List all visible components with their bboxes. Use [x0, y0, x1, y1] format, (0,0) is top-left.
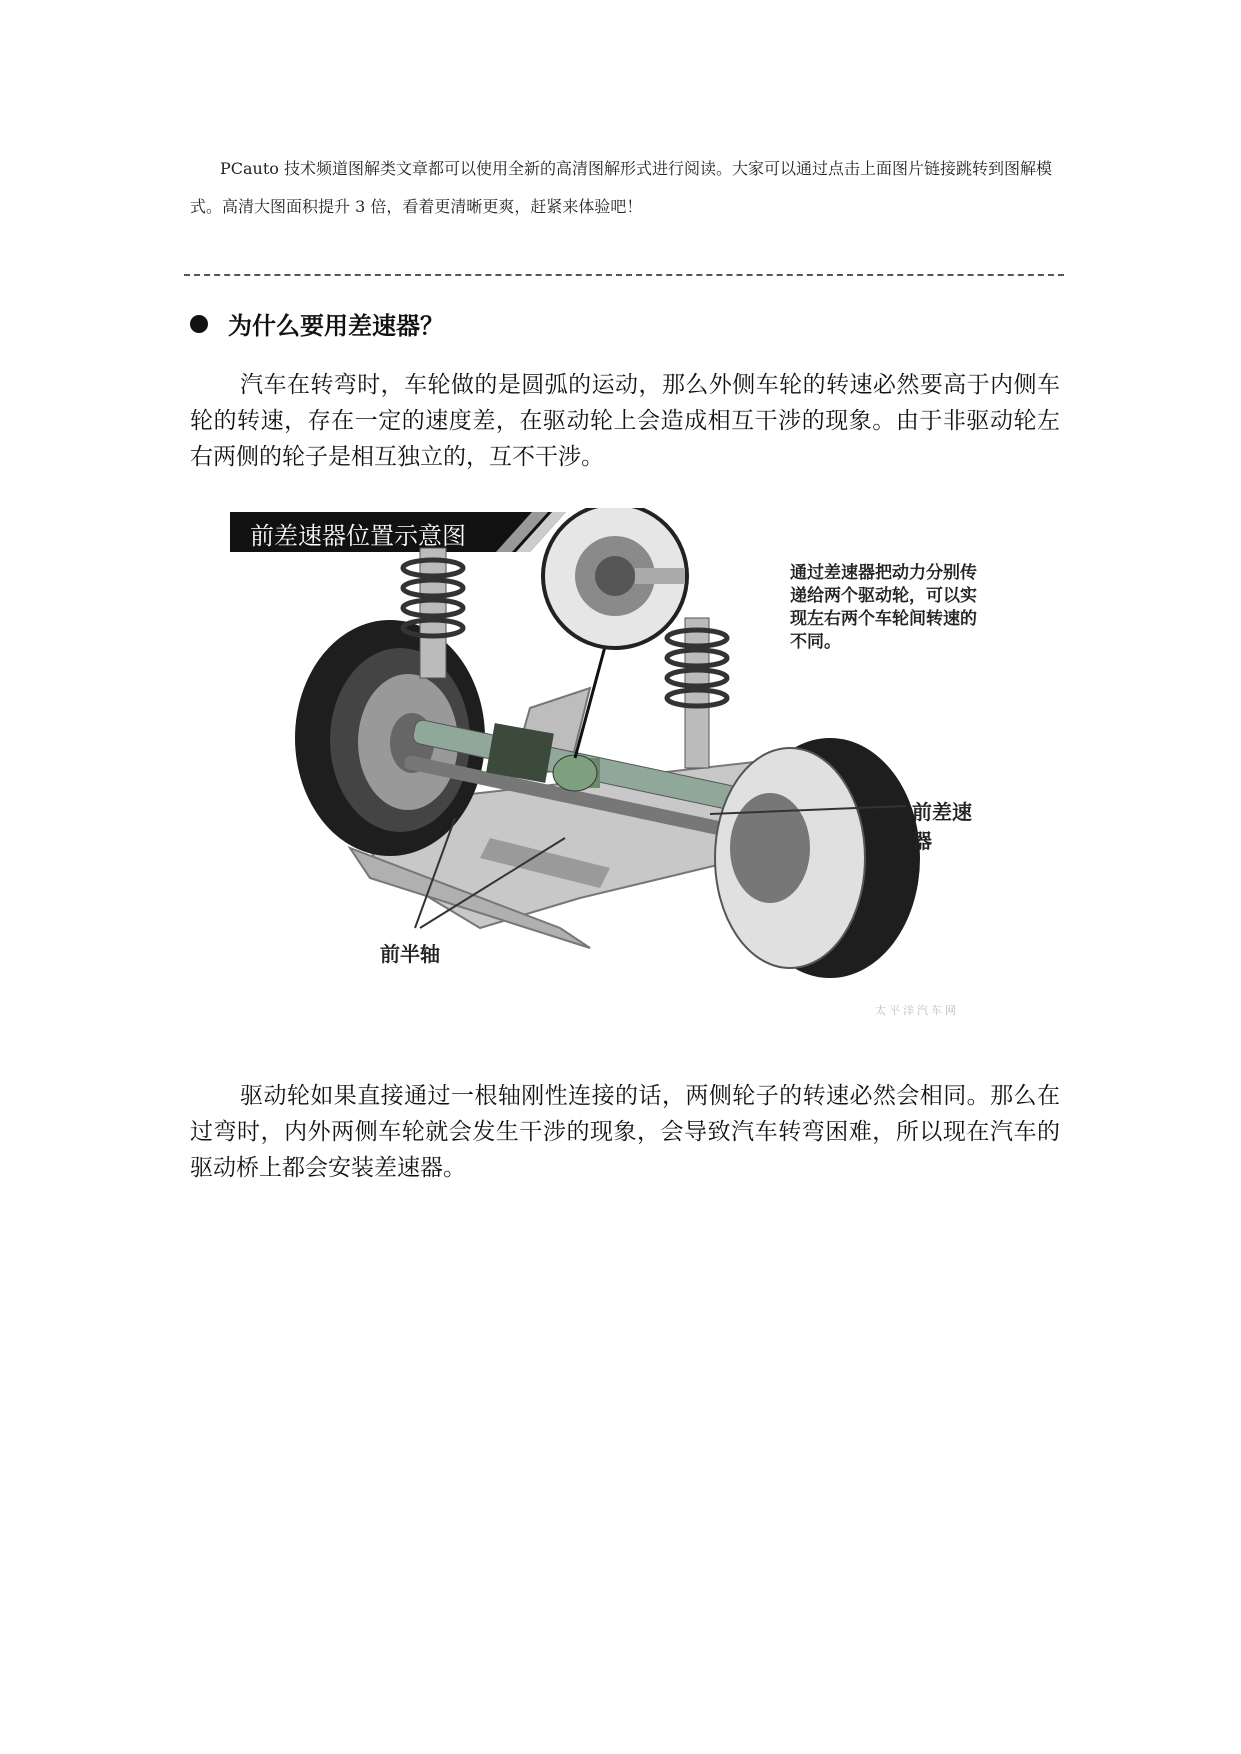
label-front-half-shaft: 前半轴	[380, 942, 440, 966]
watermark: 太平洋汽车网	[875, 1004, 959, 1017]
section-heading	[190, 306, 444, 341]
intro-paragraph: PCauto 技术频道图解类文章都可以使用全新的高清图解形式进行阅读。大家可以通过点击上面图片链接跳转到图解模式。高清大图面积提升 3 倍，看着更清晰更爽，赶紧来体验吧！	[190, 159, 1053, 216]
figure-title: 前差速器位置示意图	[250, 522, 466, 550]
bullet-icon	[190, 315, 208, 333]
label-front-differential: 前差速器	[912, 800, 972, 853]
section-heading-text: 为什么要用差速器？	[228, 312, 444, 340]
differential-figure	[230, 508, 990, 1038]
dashed-divider	[184, 274, 1064, 276]
paragraph-2: 驱动轮如果直接通过一根轴刚性连接的话，两侧轮子的转速必然会相同。那么在过弯时，内外两侧车轮就会发生干涉的现象，会导致汽车转弯困难，所以现在汽车的驱动桥上都会安装差速器。	[190, 1083, 1060, 1181]
paragraph-1: 汽车在转弯时，车轮做的是圆弧的运动，那么外侧车轮的转速必然要高于内侧车轮的转速，存在一定的速度差，在驱动轮上会造成相互干涉的现象。由于非驱动轮左右两侧的轮子是相互独立的，互不干涉。	[190, 372, 1060, 470]
figure-callout: 通过差速器把动力分别传递给两个驱动轮，可以实现左右两个车轮间转速的不同。	[790, 563, 977, 652]
